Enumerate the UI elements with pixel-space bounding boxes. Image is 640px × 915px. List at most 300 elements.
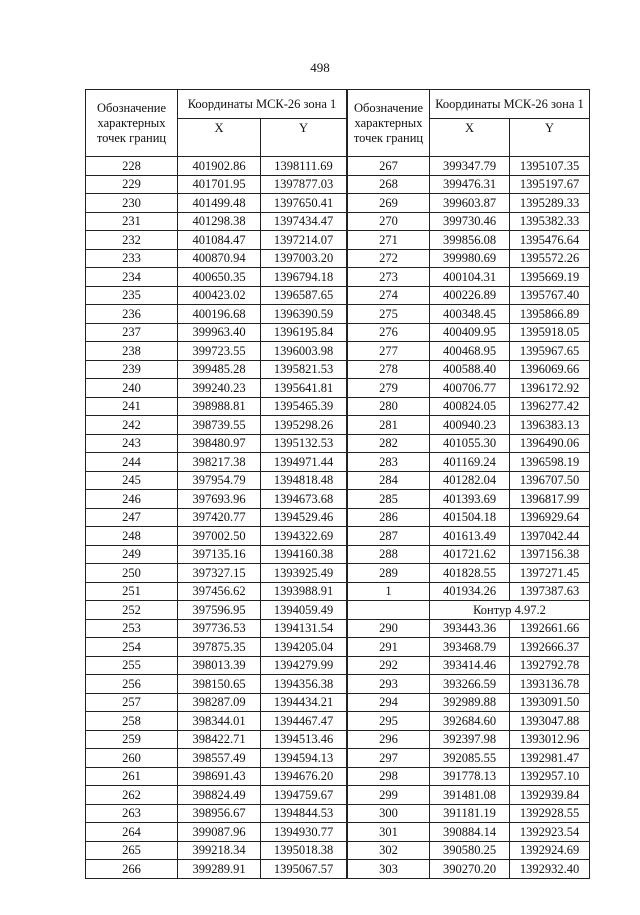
point-number-cell: 236: [86, 305, 178, 324]
y-coordinate-cell: 1397434.47: [261, 212, 347, 231]
point-number-cell: 243: [86, 434, 178, 453]
x-coordinate-cell: 401613.49: [430, 527, 510, 546]
y-coordinate-cell: 1394434.21: [261, 693, 347, 712]
table-row: [86, 841, 347, 860]
y-coordinate-cell: 1393988.91: [261, 582, 347, 601]
point-number-cell: 294: [348, 693, 430, 712]
table-row: [86, 434, 347, 453]
point-number-cell: 233: [86, 249, 178, 268]
point-number-cell: 265: [86, 841, 178, 860]
point-number-cell: 231: [86, 212, 178, 231]
table-row: [348, 767, 590, 786]
table-row: [86, 712, 347, 731]
y-coordinate-cell: 1396598.19: [510, 453, 590, 472]
x-coordinate-cell: 398344.01: [178, 712, 261, 731]
coords-title-header: Координаты МСК-26 зона 1: [430, 90, 590, 119]
table-row: [86, 305, 347, 324]
point-number-cell: 232: [86, 231, 178, 250]
y-coordinate-cell: 1393012.96: [510, 730, 590, 749]
point-number-cell: 248: [86, 527, 178, 546]
x-coordinate-cell: 400940.23: [430, 416, 510, 435]
y-coordinate-cell: 1396069.66: [510, 360, 590, 379]
y-coordinate-cell: 1392939.84: [510, 786, 590, 805]
table-row: [348, 379, 590, 398]
x-coordinate-cell: 398956.67: [178, 804, 261, 823]
x-coordinate-cell: 397596.95: [178, 601, 261, 620]
x-coordinate-cell: 392085.55: [430, 749, 510, 768]
y-header: Y: [510, 119, 590, 157]
point-number-cell: 260: [86, 749, 178, 768]
point-number-cell: 264: [86, 823, 178, 842]
y-coordinate-cell: 1394059.49: [261, 601, 347, 620]
right-table-body-top: [348, 157, 590, 601]
y-coordinate-cell: 1397387.63: [510, 582, 590, 601]
point-number-cell: 256: [86, 675, 178, 694]
designation-header: Обозначение характерных точек границ: [348, 90, 430, 157]
point-number-cell: 267: [348, 157, 430, 176]
x-header: X: [430, 119, 510, 157]
table-row: [348, 305, 590, 324]
table-row: [348, 323, 590, 342]
table-row: [348, 249, 590, 268]
point-number-cell: 277: [348, 342, 430, 361]
x-coordinate-cell: 397002.50: [178, 527, 261, 546]
point-number-cell: 281: [348, 416, 430, 435]
y-coordinate-cell: 1396390.59: [261, 305, 347, 324]
point-number-cell: 239: [86, 360, 178, 379]
table-row: [348, 730, 590, 749]
table-row: [86, 527, 347, 546]
x-coordinate-cell: 399087.96: [178, 823, 261, 842]
point-number-cell: 287: [348, 527, 430, 546]
y-coordinate-cell: 1396587.65: [261, 286, 347, 305]
table-row: [86, 453, 347, 472]
y-coordinate-cell: 1394594.13: [261, 749, 347, 768]
x-coordinate-cell: 400104.31: [430, 268, 510, 287]
y-coordinate-cell: 1396003.98: [261, 342, 347, 361]
y-coordinate-cell: 1392981.47: [510, 749, 590, 768]
table-row: [86, 656, 347, 675]
point-number-cell: 262: [86, 786, 178, 805]
table-row: [86, 175, 347, 194]
table-row: [348, 564, 590, 583]
table-row: [86, 767, 347, 786]
point-number-cell: 276: [348, 323, 430, 342]
x-coordinate-cell: 400870.94: [178, 249, 261, 268]
y-coordinate-cell: 1393925.49: [261, 564, 347, 583]
table-row: [348, 453, 590, 472]
point-number-cell: 286: [348, 508, 430, 527]
point-number-cell: 1: [348, 582, 430, 601]
y-coordinate-cell: 1395918.05: [510, 323, 590, 342]
y-coordinate-cell: 1394356.38: [261, 675, 347, 694]
y-coordinate-cell: 1397271.45: [510, 564, 590, 583]
table-row: [86, 545, 347, 564]
x-coordinate-cell: 401393.69: [430, 490, 510, 509]
y-coordinate-cell: 1392928.55: [510, 804, 590, 823]
y-coordinate-cell: 1396172.92: [510, 379, 590, 398]
point-number-cell: 247: [86, 508, 178, 527]
x-coordinate-cell: 398422.71: [178, 730, 261, 749]
table-row: [348, 804, 590, 823]
table-row: [348, 582, 590, 601]
x-coordinate-cell: 399485.28: [178, 360, 261, 379]
point-number-cell: 246: [86, 490, 178, 509]
y-coordinate-cell: 1395382.33: [510, 212, 590, 231]
contour-title-section: [348, 601, 590, 620]
y-header: Y: [261, 119, 347, 157]
x-coordinate-cell: 401499.48: [178, 194, 261, 213]
table-row: [86, 268, 347, 287]
point-number-cell: 253: [86, 619, 178, 638]
table-row: [348, 268, 590, 287]
y-coordinate-cell: 1395289.33: [510, 194, 590, 213]
y-coordinate-cell: 1395669.19: [510, 268, 590, 287]
x-coordinate-cell: 397736.53: [178, 619, 261, 638]
x-coordinate-cell: 401282.04: [430, 471, 510, 490]
y-coordinate-cell: 1394322.69: [261, 527, 347, 546]
table-row: [86, 157, 347, 176]
point-number-cell: 229: [86, 175, 178, 194]
x-coordinate-cell: 397327.15: [178, 564, 261, 583]
x-coordinate-cell: 401934.26: [430, 582, 510, 601]
table-row: [348, 194, 590, 213]
point-number-cell: 259: [86, 730, 178, 749]
x-coordinate-cell: 400588.40: [430, 360, 510, 379]
y-coordinate-cell: 1395821.53: [261, 360, 347, 379]
point-number-cell: 292: [348, 656, 430, 675]
y-coordinate-cell: 1397214.07: [261, 231, 347, 250]
y-coordinate-cell: 1392666.37: [510, 638, 590, 657]
x-coordinate-cell: 401504.18: [430, 508, 510, 527]
y-coordinate-cell: 1395107.35: [510, 157, 590, 176]
x-coordinate-cell: 397954.79: [178, 471, 261, 490]
y-coordinate-cell: 1392792.78: [510, 656, 590, 675]
x-coordinate-cell: 400409.95: [430, 323, 510, 342]
x-coordinate-cell: 398217.38: [178, 453, 261, 472]
point-number-cell: 279: [348, 379, 430, 398]
table-row: [348, 157, 590, 176]
point-number-cell: 241: [86, 397, 178, 416]
y-coordinate-cell: 1392932.40: [510, 860, 590, 879]
y-coordinate-cell: 1393091.50: [510, 693, 590, 712]
table-row: [348, 397, 590, 416]
point-number-cell: 235: [86, 286, 178, 305]
table-row: [86, 823, 347, 842]
point-number-cell: 300: [348, 804, 430, 823]
y-coordinate-cell: 1395767.40: [510, 286, 590, 305]
x-coordinate-cell: 399980.69: [430, 249, 510, 268]
x-coordinate-cell: 392397.98: [430, 730, 510, 749]
x-coordinate-cell: 399476.31: [430, 175, 510, 194]
table-row: [86, 397, 347, 416]
table-row: [348, 286, 590, 305]
table-row: [86, 693, 347, 712]
table-row: [86, 471, 347, 490]
y-coordinate-cell: 1395197.67: [510, 175, 590, 194]
x-coordinate-cell: 399963.40: [178, 323, 261, 342]
table-row: [86, 379, 347, 398]
x-coordinate-cell: 400423.02: [178, 286, 261, 305]
point-number-cell: 293: [348, 675, 430, 694]
point-number-cell: 252: [86, 601, 178, 620]
table-row: [348, 823, 590, 842]
x-coordinate-cell: 401169.24: [430, 453, 510, 472]
table-row: [348, 490, 590, 509]
point-number-cell: 255: [86, 656, 178, 675]
table-row: [86, 601, 347, 620]
point-number-cell: 288: [348, 545, 430, 564]
left-table-body: [86, 157, 347, 879]
y-coordinate-cell: 1396794.18: [261, 268, 347, 287]
x-coordinate-cell: 399603.87: [430, 194, 510, 213]
table-row: [86, 786, 347, 805]
y-coordinate-cell: 1394971.44: [261, 453, 347, 472]
point-number-cell: 303: [348, 860, 430, 879]
point-number-cell: 290: [348, 619, 430, 638]
point-number-cell: 298: [348, 767, 430, 786]
table-row: [348, 675, 590, 694]
table-row: [86, 490, 347, 509]
x-coordinate-cell: 390580.25: [430, 841, 510, 860]
y-coordinate-cell: 1394930.77: [261, 823, 347, 842]
x-coordinate-cell: 400468.95: [430, 342, 510, 361]
table-row: [348, 693, 590, 712]
y-coordinate-cell: 1395641.81: [261, 379, 347, 398]
y-coordinate-cell: 1397650.41: [261, 194, 347, 213]
point-number-cell: 278: [348, 360, 430, 379]
x-coordinate-cell: 399289.91: [178, 860, 261, 879]
table-row: [86, 286, 347, 305]
y-coordinate-cell: 1396929.64: [510, 508, 590, 527]
y-coordinate-cell: 1394844.53: [261, 804, 347, 823]
y-coordinate-cell: 1396490.06: [510, 434, 590, 453]
y-coordinate-cell: 1395298.26: [261, 416, 347, 435]
x-coordinate-cell: 397456.62: [178, 582, 261, 601]
y-coordinate-cell: 1394160.38: [261, 545, 347, 564]
x-coordinate-cell: 391481.08: [430, 786, 510, 805]
designation-header: Обозначение характерных точек границ: [86, 90, 178, 157]
table-row: [348, 638, 590, 657]
y-coordinate-cell: 1393047.88: [510, 712, 590, 731]
y-coordinate-cell: 1394131.54: [261, 619, 347, 638]
point-number-cell: 274: [348, 286, 430, 305]
table-row: [86, 194, 347, 213]
table-row: [348, 545, 590, 564]
y-coordinate-cell: 1397156.38: [510, 545, 590, 564]
point-number-cell: 280: [348, 397, 430, 416]
table-row: [86, 638, 347, 657]
x-coordinate-cell: 398824.49: [178, 786, 261, 805]
table-row: [86, 212, 347, 231]
x-coordinate-cell: 391181.19: [430, 804, 510, 823]
y-coordinate-cell: 1396817.99: [510, 490, 590, 509]
y-coordinate-cell: 1395866.89: [510, 305, 590, 324]
table-row: [348, 342, 590, 361]
point-number-cell: 282: [348, 434, 430, 453]
table-row: [348, 416, 590, 435]
y-coordinate-cell: 1396383.13: [510, 416, 590, 435]
x-coordinate-cell: 400650.35: [178, 268, 261, 287]
y-coordinate-cell: 1396707.50: [510, 471, 590, 490]
table-row: [348, 656, 590, 675]
x-coordinate-cell: 400196.68: [178, 305, 261, 324]
point-number-cell: 273: [348, 268, 430, 287]
x-coordinate-cell: 401298.38: [178, 212, 261, 231]
point-number-cell: 295: [348, 712, 430, 731]
x-coordinate-cell: 398739.55: [178, 416, 261, 435]
table-row: [348, 749, 590, 768]
contour-title-spacer: [348, 601, 430, 620]
x-coordinate-cell: 399723.55: [178, 342, 261, 361]
point-number-cell: 283: [348, 453, 430, 472]
x-header: X: [178, 119, 261, 157]
point-number-cell: 237: [86, 323, 178, 342]
x-coordinate-cell: 400706.77: [430, 379, 510, 398]
y-coordinate-cell: 1395967.65: [510, 342, 590, 361]
x-coordinate-cell: 398557.49: [178, 749, 261, 768]
table-row: [86, 860, 347, 879]
point-number-cell: 242: [86, 416, 178, 435]
x-coordinate-cell: 392989.88: [430, 693, 510, 712]
y-coordinate-cell: 1398111.69: [261, 157, 347, 176]
y-coordinate-cell: 1392924.69: [510, 841, 590, 860]
x-coordinate-cell: 398150.65: [178, 675, 261, 694]
y-coordinate-cell: 1395465.39: [261, 397, 347, 416]
point-number-cell: 275: [348, 305, 430, 324]
x-coordinate-cell: 399240.23: [178, 379, 261, 398]
point-number-cell: 272: [348, 249, 430, 268]
point-number-cell: 289: [348, 564, 430, 583]
y-coordinate-cell: 1394467.47: [261, 712, 347, 731]
table-row: [86, 231, 347, 250]
y-coordinate-cell: 1392923.54: [510, 823, 590, 842]
point-number-cell: 299: [348, 786, 430, 805]
point-number-cell: 268: [348, 175, 430, 194]
table-row: [348, 360, 590, 379]
table-row: [86, 508, 347, 527]
point-number-cell: 257: [86, 693, 178, 712]
x-coordinate-cell: 398480.97: [178, 434, 261, 453]
point-number-cell: 254: [86, 638, 178, 657]
table-row: [86, 804, 347, 823]
y-coordinate-cell: 1396195.84: [261, 323, 347, 342]
x-coordinate-cell: 401701.95: [178, 175, 261, 194]
point-number-cell: 302: [348, 841, 430, 860]
point-number-cell: 234: [86, 268, 178, 287]
x-coordinate-cell: 392684.60: [430, 712, 510, 731]
y-coordinate-cell: 1394759.67: [261, 786, 347, 805]
y-coordinate-cell: 1394818.48: [261, 471, 347, 490]
right-table-body-bottom: [348, 619, 590, 878]
x-coordinate-cell: 401721.62: [430, 545, 510, 564]
point-number-cell: 291: [348, 638, 430, 657]
table-row: [86, 249, 347, 268]
y-coordinate-cell: 1394673.68: [261, 490, 347, 509]
point-number-cell: 258: [86, 712, 178, 731]
y-coordinate-cell: 1394676.20: [261, 767, 347, 786]
table-row: [86, 342, 347, 361]
x-coordinate-cell: 398013.39: [178, 656, 261, 675]
point-number-cell: 284: [348, 471, 430, 490]
table-row: [86, 323, 347, 342]
point-number-cell: 296: [348, 730, 430, 749]
point-number-cell: 240: [86, 379, 178, 398]
table-row: [348, 527, 590, 546]
point-number-cell: 285: [348, 490, 430, 509]
x-coordinate-cell: 397420.77: [178, 508, 261, 527]
coords-title-header: Координаты МСК-26 зона 1: [178, 90, 347, 119]
x-coordinate-cell: 397135.16: [178, 545, 261, 564]
y-coordinate-cell: 1397877.03: [261, 175, 347, 194]
table-row: [348, 231, 590, 250]
y-coordinate-cell: 1392661.66: [510, 619, 590, 638]
x-coordinate-cell: 400226.89: [430, 286, 510, 305]
table-row: [348, 434, 590, 453]
table-row: [86, 675, 347, 694]
x-coordinate-cell: 400824.05: [430, 397, 510, 416]
x-coordinate-cell: 399730.46: [430, 212, 510, 231]
y-coordinate-cell: 1395572.26: [510, 249, 590, 268]
table-row: [86, 360, 347, 379]
y-coordinate-cell: 1393136.78: [510, 675, 590, 694]
point-number-cell: 266: [86, 860, 178, 879]
x-coordinate-cell: 399218.34: [178, 841, 261, 860]
y-coordinate-cell: 1395132.53: [261, 434, 347, 453]
table-row: [86, 416, 347, 435]
y-coordinate-cell: 1392957.10: [510, 767, 590, 786]
x-coordinate-cell: 398691.43: [178, 767, 261, 786]
y-coordinate-cell: 1394205.04: [261, 638, 347, 657]
y-coordinate-cell: 1395476.64: [510, 231, 590, 250]
x-coordinate-cell: 393443.36: [430, 619, 510, 638]
point-number-cell: 250: [86, 564, 178, 583]
table-row: [348, 786, 590, 805]
y-coordinate-cell: 1397042.44: [510, 527, 590, 546]
x-coordinate-cell: 397875.35: [178, 638, 261, 657]
x-coordinate-cell: 401902.86: [178, 157, 261, 176]
x-coordinate-cell: 390270.20: [430, 860, 510, 879]
right-coordinates-table: [347, 89, 590, 879]
x-coordinate-cell: 393414.46: [430, 656, 510, 675]
y-coordinate-cell: 1394529.46: [261, 508, 347, 527]
y-coordinate-cell: 1395067.57: [261, 860, 347, 879]
table-row: [86, 730, 347, 749]
point-number-cell: 251: [86, 582, 178, 601]
point-number-cell: 269: [348, 194, 430, 213]
y-coordinate-cell: 1397003.20: [261, 249, 347, 268]
point-number-cell: 261: [86, 767, 178, 786]
x-coordinate-cell: 401828.55: [430, 564, 510, 583]
table-row: [86, 749, 347, 768]
page-number: 498: [310, 60, 330, 75]
table-row: [86, 619, 347, 638]
point-number-cell: 249: [86, 545, 178, 564]
point-number-cell: 297: [348, 749, 430, 768]
x-coordinate-cell: 398287.09: [178, 693, 261, 712]
table-row: [348, 841, 590, 860]
table-row: [348, 712, 590, 731]
table-row: [86, 582, 347, 601]
left-coordinates-table: [85, 89, 347, 879]
point-number-cell: 301: [348, 823, 430, 842]
x-coordinate-cell: 400348.45: [430, 305, 510, 324]
x-coordinate-cell: 401084.47: [178, 231, 261, 250]
y-coordinate-cell: 1396277.42: [510, 397, 590, 416]
point-number-cell: 245: [86, 471, 178, 490]
x-coordinate-cell: 397693.96: [178, 490, 261, 509]
x-coordinate-cell: 390884.14: [430, 823, 510, 842]
